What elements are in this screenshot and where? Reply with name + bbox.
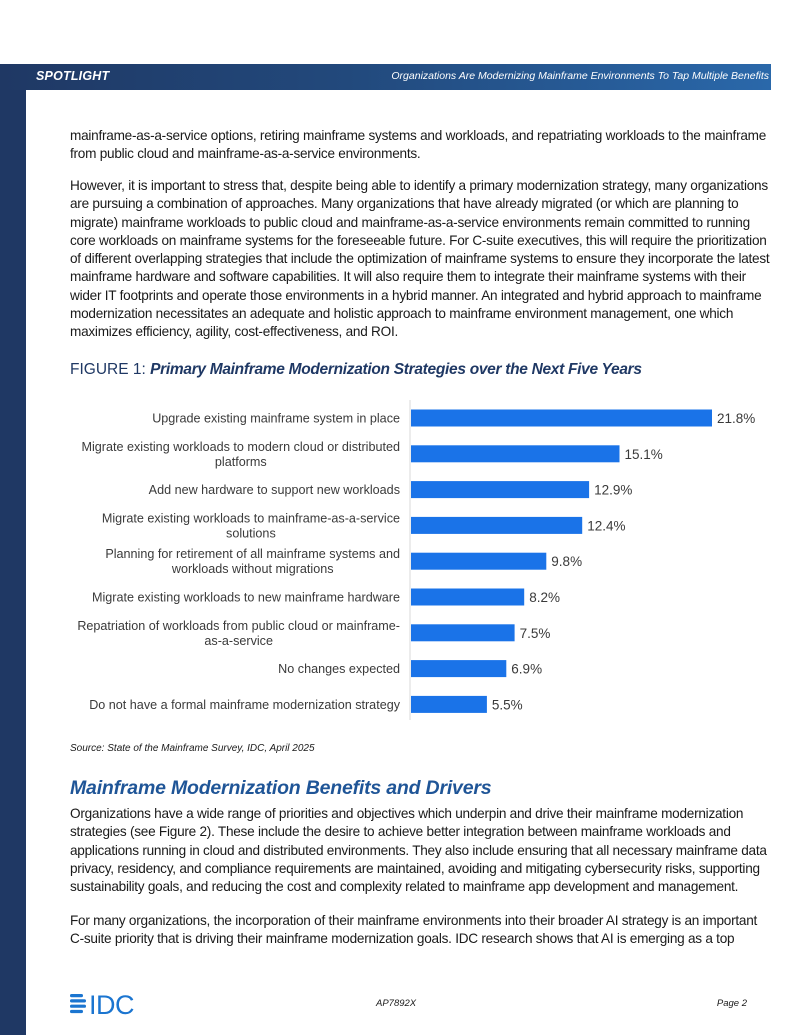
page-number: Page 2 [716, 998, 747, 1009]
body-paragraph-2: However, it is important to stress that, despite being able to identify a primary modernization strategy, many organizations are pursuing a combination of approaches. Many organizations that have already migrated (or which are planning to migrate) mainframe workloads to public cloud and mainframe-as-a-service environments remain committed to running core workloads on mainframe systems for the foreseeable future. For C-suite executives, this will require the prioritization of different overlapping strategies that include the optimization of mainframe systems to ensure they incorporate the latest mainframe hardware and software capabilities. It will also require them to integrate their mainframe systems with their wider IT footprints and operate those environments in a hybrid manner. An integrated and hybrid approach to mainframe modernization necessitates an adequate and holistic approach to mainframe environment management, one which maximizes efficiency, agility, cost-effectiveness, and ROI. [70, 178, 770, 340]
chart-category-label: Add new hardware to support new workloads [148, 483, 400, 498]
chart-category-label: Repatriation of workloads from public cloud or mainframe- [77, 618, 400, 633]
chart-value-label: 6.9% [511, 661, 543, 677]
figure-label: FIGURE 1: [70, 361, 151, 378]
logo-bars-icon [70, 994, 86, 1013]
bar-chart [70, 398, 770, 728]
chart-category-label: Upgrade existing mainframe system in place [152, 411, 400, 426]
document-code: AP7892X [376, 998, 417, 1009]
chart-value-label: 12.4% [587, 518, 626, 534]
chart-bar [411, 517, 582, 534]
body-paragraph-3: Organizations have a wide range of priorities and objectives which underpin and drive their mainframe modernization strategies (see Figure 2). These include the desire to achieve better integration between mainframe workloads and applications running in cloud and distributed environments. They also include ensuring that all necessary mainframe data privacy, residency, and compliance requirements are maintained, avoiding and mitigating cybersecurity risks, supporting sustainability goals, and reducing the cost and complexity related to mainframe app development and management. [70, 806, 767, 895]
chart-category-label: solutions [226, 526, 276, 541]
chart-bar [411, 660, 506, 677]
chart-value-label: 9.8% [551, 554, 583, 570]
idc-logo [70, 987, 162, 1024]
body-paragraph-4: For many organizations, the incorporation of their mainframe environments into their broader AI strategy is an important C-suite priority that is driving their mainframe modernization goals. IDC research shows that AI is emerging as a top [70, 913, 758, 947]
figure-title: Primary Mainframe Modernization Strategies over the Next Five Years [150, 361, 642, 378]
chart-category-label: Migrate existing workloads to mainframe-as-a-service [101, 511, 400, 526]
chart-category-label: Do not have a formal mainframe modernization strategy [89, 697, 400, 712]
chart-value-label: 5.5% [491, 697, 523, 713]
chart-value-label: 12.9% [594, 482, 633, 498]
figure-caption [70, 361, 642, 379]
chart-value-label: 8.2% [529, 590, 560, 605]
logo-wordmark: IDC [89, 990, 134, 1019]
chart-category-label: platforms [214, 454, 267, 469]
chart-category-label: workloads without migrations [171, 562, 334, 577]
chart-bar [411, 445, 620, 462]
chart-value-label: 7.5% [519, 625, 551, 641]
chart-category-label: No changes expected [278, 662, 400, 677]
left-accent-bar [0, 64, 26, 1035]
chart-marks [77, 410, 755, 713]
chart-bar [411, 696, 487, 713]
running-header-title: Organizations Are Modernizing Mainframe Environments To Tap Multiple Benefits [391, 70, 769, 82]
chart-bar [411, 481, 589, 498]
chart-value-label: 15.1% [624, 446, 663, 462]
figure-source: Source: State of the Mainframe Survey, IDC, April 2025 [70, 743, 315, 754]
chart-bar [411, 589, 524, 606]
section-label: SPOTLIGHT [36, 69, 110, 83]
chart-bar [411, 553, 546, 570]
chart-bar [411, 624, 515, 641]
chart-category-label: Migrate existing workloads to modern cloud or distributed [81, 439, 400, 454]
chart-category-label: as-a-service [204, 633, 273, 648]
chart-category-label: Migrate existing workloads to new mainframe hardware [92, 590, 400, 605]
chart-bar [411, 410, 712, 427]
chart-category-label: Planning for retirement of all mainframe systems and [105, 547, 400, 562]
chart-value-label: 21.8% [717, 411, 756, 426]
body-paragraph-1: mainframe-as-a-service options, retiring mainframe systems and workloads, and repatriating workloads to the mainframe from public cloud and mainframe-as-a-service environments. [70, 128, 767, 162]
section-heading: Mainframe Modernization Benefits and Drivers [70, 777, 492, 799]
